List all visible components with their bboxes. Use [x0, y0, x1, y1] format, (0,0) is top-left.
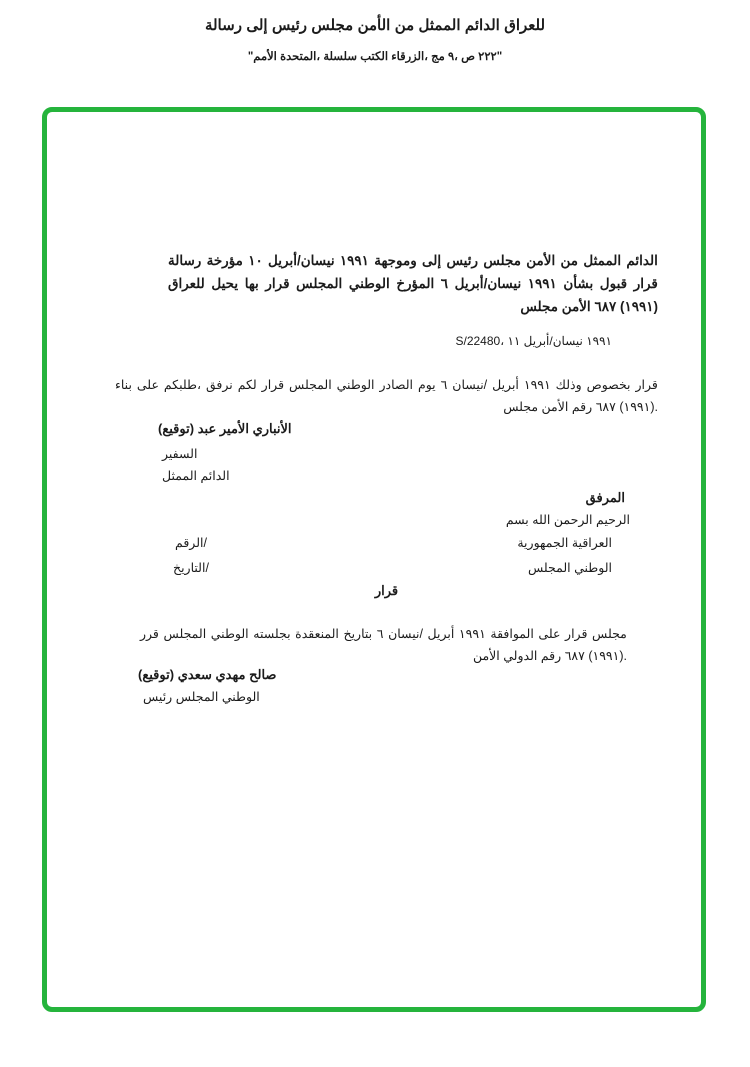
- letter-signature-name: (توقيع) عبد الأمير الأنباري: [158, 421, 292, 436]
- letterhead-council: المجلس الوطني: [527, 561, 612, 575]
- letterhead-republic: الجمهورية العراقية: [517, 536, 612, 550]
- letter-signature-title-1: السفير: [162, 447, 198, 461]
- letter-heading: رسالة مؤرخة ١٠ نيسان/أبريل ١٩٩١ وموجهة إلى رئيس مجلس الأمن من الممثل الدائم للعراق يحيل بها قرار المجلس الوطني المؤرخ ٦ نيسان/أبريل ١٩٩١ بشأن قبول قرار مجلس الأمن ٦٨٧ (١٩٩١): [168, 253, 658, 314]
- letterhead-date-field: التاريخ/: [173, 561, 209, 575]
- letterhead-number-field: الرقم/: [175, 536, 207, 550]
- document-reference: S/22480، ١١ نيسان/أبريل ١٩٩١: [455, 334, 612, 348]
- attachment-label: المرفق: [585, 490, 625, 505]
- decision-body: قرر المجلس الوطني بجلسته المنعقدة بتاريخ ٦ نيسان/ أبريل ١٩٩١ الموافقة على قرار مجلس الأمن الدولي رقم ٦٨٧ (١٩٩١).: [140, 627, 627, 663]
- source-note: "الأمم المتحدة، سلسلة الكتب الزرقاء، مج ٩، ص ٢٢٢": [247, 51, 503, 63]
- document-frame: [42, 107, 706, 1012]
- decision-signature-title: رئيس المجلس الوطني: [143, 690, 260, 704]
- page-title: رسالة إلى رئيس مجلس الأمن من الممثل الدائم للعراق: [204, 17, 546, 34]
- letter-body: بناء على طلبكم، نرفق لكم قرار المجلس الوطني الصادر يوم ٦ نيسان/ أبريل ١٩٩١ وذلك بخصوص قرار مجلس الأمن رقم ٦٨٧ (١٩٩١).: [115, 378, 658, 414]
- decision-heading: قرار: [374, 583, 399, 598]
- basmala-line: بسم الله الرحمن الرحيم: [505, 513, 630, 527]
- decision-signature-name: (توقيع) سعدي مهدي صالح: [138, 667, 277, 682]
- letter-signature-title-2: الممثل الدائم: [162, 469, 230, 483]
